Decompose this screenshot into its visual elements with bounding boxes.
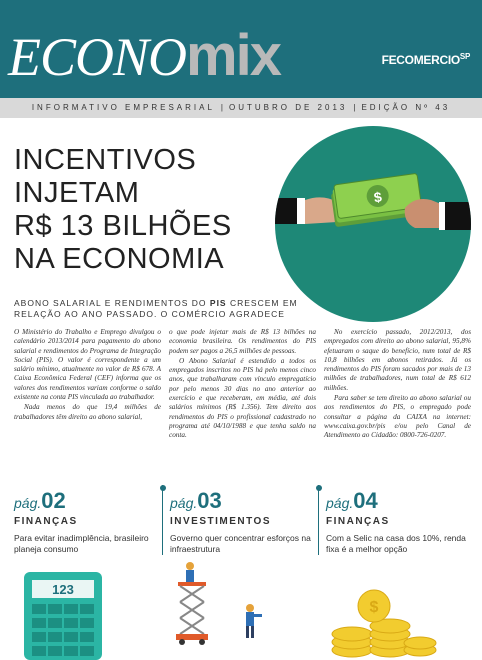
teaser-description: Para evitar inadimplência, brasileiro planeja consumo [14, 533, 149, 554]
page-prefix: pág. [14, 495, 42, 511]
page-ref [14, 488, 164, 514]
teaser-section: FINANÇAS [326, 516, 390, 527]
article-column [169, 328, 316, 442]
article-column [14, 328, 161, 423]
right-sleeve [445, 202, 471, 230]
paragraph: O Abono Salarial é estendido a todos os empregados inscritos no PIS há pelo menos cinco anos, que trabalharam com vínculo empregatício por pelo menos 30 dias no ano anterior ao exercício e que receberam, em média, até dois salários mínimos (R$ 1.356). Tem direito aos rendimentos do PIS o profissional cadastrado no programa até 04/10/1988 e que tenha saldo na conta. [169, 356, 316, 440]
article-body [14, 328, 470, 450]
page-number: 04 [353, 488, 378, 513]
teaser-page-02[interactable] [14, 488, 164, 555]
coin-dollar-icon: $ [369, 599, 379, 616]
teaser-section: FINANÇAS [14, 516, 78, 527]
logo [8, 24, 280, 88]
left-cuff [297, 198, 305, 224]
teaser-description: Governo quer concentrar esforços na infraestrutura [170, 533, 311, 554]
subhead-text: CRESCEM EM RELAÇÃO AO ANO PASSADO. O COMÉRCIO AGRADECE [14, 298, 298, 319]
paragraph: Para saber se tem direito ao abono salarial ou aos rendimentos do PIS, o empregado pode consultar a página da CAIXA na internet: www.caixa.gov.br/pis e/ou pelo Canal de Atendimento ao Cidadão: 0800-726-0207. [324, 394, 471, 440]
banknote-dollar-icon: $ [372, 188, 383, 206]
page-prefix: pág. [326, 495, 354, 511]
right-hand [405, 199, 441, 228]
headline [14, 144, 264, 276]
headline-line: R$ 13 BILHÕES [14, 210, 232, 242]
page-prefix: pág. [170, 495, 198, 511]
money-exchange-illustration [275, 126, 471, 322]
info-publication: INFORMATIVO EMPRESARIAL [31, 103, 215, 112]
subhead-bold: PIS [209, 298, 227, 308]
logo-mix: mix [186, 23, 280, 88]
brand-name: FECOMERCIO [381, 53, 460, 67]
info-edition: EDIÇÃO Nº 43 [361, 103, 451, 112]
page-number: 03 [197, 488, 222, 513]
brand-sp: SP [459, 52, 470, 61]
subhead-text: ABONO SALARIAL E RENDIMENTOS DO [14, 298, 210, 308]
teaser-page-03[interactable] [170, 488, 320, 555]
headline-line: NA ECONOMIA [14, 243, 225, 275]
paragraph: Nada menos do que 19,4 milhões de trabalhadores têm direito ao abono salarial, [14, 403, 161, 421]
info-date: OUTUBRO DE 2013 [229, 103, 348, 112]
headline-line: INJETAM [14, 177, 140, 209]
scissor-lift-icon [172, 560, 272, 650]
teaser-description: Com a Selic na casa dos 10%, renda fixa é a melhor opção [326, 533, 466, 554]
masthead [0, 0, 482, 98]
paragraph: No exercício passado, 2012/2013, dos empregados com direito ao abono salarial, 95,8% efetuaram o saque do benefício, num total de R$ 10,8 bilhões em abonos retirados. Já os rendimentos do PIS foram sacados por mais de 13 milhões de trabalhadores, num total de R$ 612 milhões. [324, 328, 471, 392]
calculator-display: 123 [52, 582, 74, 597]
paragraph: O Ministério do Trabalho e Emprego divulgou o calendário 2013/2014 para pagamento do abono salarial e rendimentos do Programa de Integração Social (PIS). O valor é correspondente a um salário mínimo, atualmente no valor de R$ 678. A Caixa Econômica Federal (CEF) informa que os valores dos rendimentos variam conforme o saldo existente na conta PIS vinculada ao trabalhador. [14, 328, 161, 402]
teaser-section: INVESTIMENTOS [170, 516, 271, 527]
subheadline [14, 298, 314, 320]
coins-icon [328, 588, 438, 660]
calculator-icon [24, 572, 102, 660]
page-ref [326, 488, 476, 514]
teaser-page-04[interactable] [326, 488, 476, 555]
page-ref [170, 488, 320, 514]
page-number: 02 [41, 488, 66, 513]
logo-econo: ECONO [8, 27, 187, 87]
paragraph: o que pode injetar mais de R$ 13 bilhões na economia brasileira. Os rendimentos do PIS podem ser pagos a 26,5 milhões de pessoas. [169, 328, 316, 355]
info-bar: INFORMATIVO EMPRESARIAL | OUTUBRO DE 2013 | EDIÇÃO Nº 43 [0, 98, 482, 118]
headline-line: INCENTIVOS [14, 144, 197, 176]
brand-logo [382, 52, 470, 67]
article-column [324, 328, 471, 442]
